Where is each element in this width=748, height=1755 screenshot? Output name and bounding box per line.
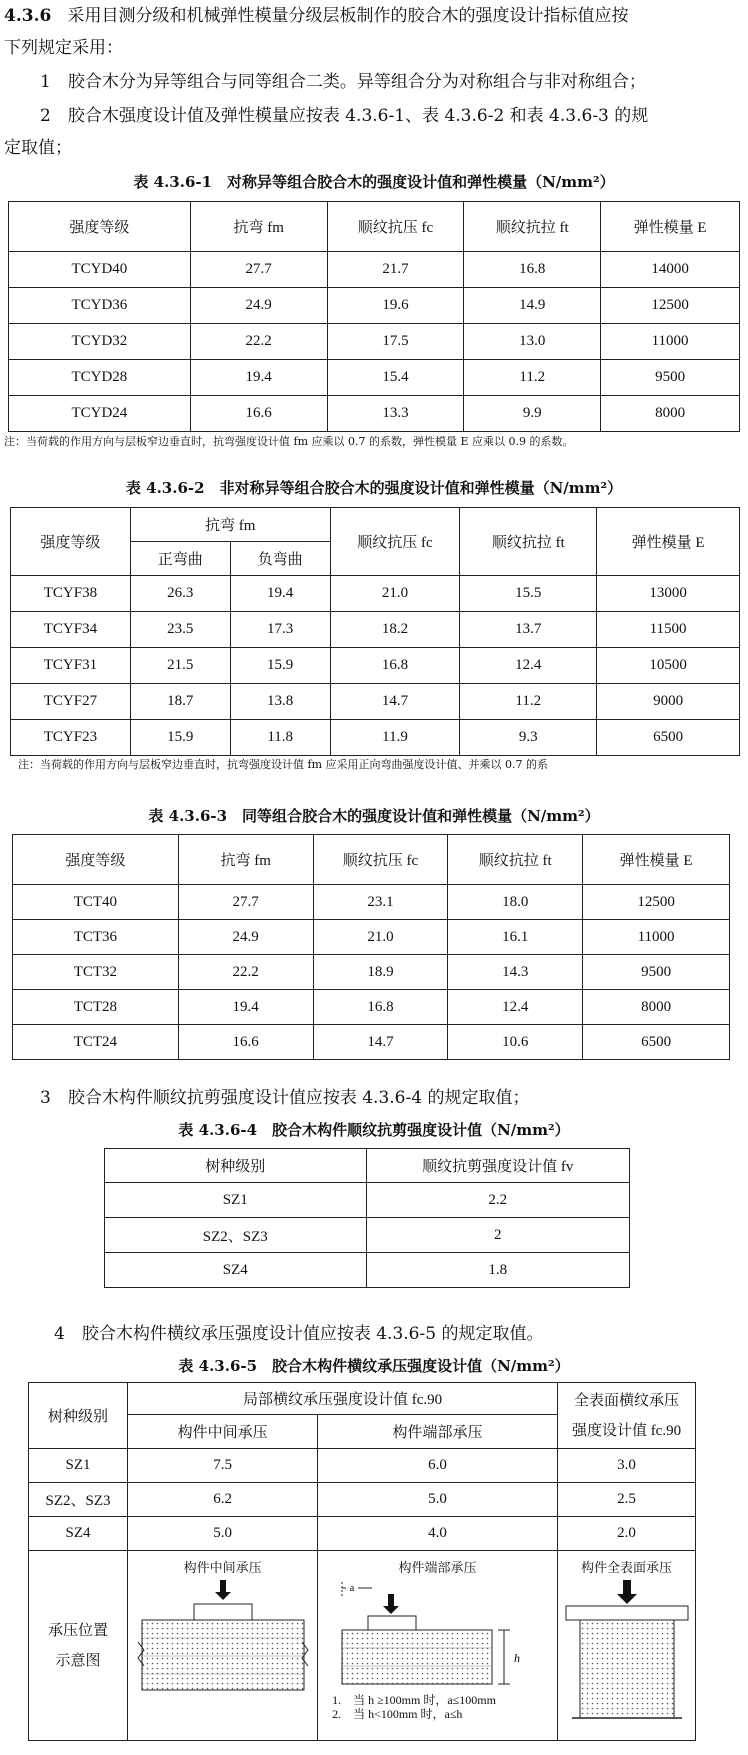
table-cell: SZ1 (29, 1449, 128, 1483)
table4-header: 顺纹抗剪强度设计值 fv (366, 1149, 629, 1183)
table-cell: 21.0 (330, 576, 460, 612)
table-cell: 23.5 (130, 612, 230, 648)
table3-header: 顺纹抗拉 ft (448, 835, 583, 885)
table-cell: 18.9 (313, 955, 448, 990)
table-row (13, 920, 730, 955)
table-cell: 13.0 (464, 324, 601, 360)
table-row (11, 612, 740, 648)
clause-item-3: 3 胶合木构件顺纹抗剪强度设计值应按表 4.3.6-4 的规定取值； (40, 1088, 530, 1108)
table-cell: TCYD28 (9, 360, 191, 396)
diagram-full-bearing (558, 1551, 696, 1741)
table2-header: 负弯曲 (230, 542, 330, 576)
table-cell: 13.7 (460, 612, 597, 648)
diagram-end-note2: 2. 当 h<100mm 时，a≤h (332, 1707, 463, 1721)
middle-bearing-svg (130, 1576, 316, 1726)
table2-header: 弹性模量 E (597, 508, 740, 576)
table-cell: 6.0 (318, 1449, 558, 1483)
bearing-plate (566, 1606, 688, 1620)
table-cell: TCYD36 (9, 288, 191, 324)
table-cell: 27.7 (190, 252, 327, 288)
table-cell: 12500 (583, 885, 730, 920)
clause-item-2-line1: 2 胶合木强度设计值及弹性模量应按表 4.3.6-1、表 4.3.6-2 和表 4.3.6-3 的规 (40, 106, 649, 126)
table-cell: 14.7 (313, 1025, 448, 1060)
table-cell: 15.5 (460, 576, 597, 612)
table-cell: 24.9 (178, 920, 313, 955)
table-cell: 13.8 (230, 684, 330, 720)
table5-header-row (29, 1383, 696, 1415)
table-cell: SZ2、SZ3 (29, 1483, 128, 1517)
table-row (11, 684, 740, 720)
table3-caption: 表 4.3.6-3 同等组合胶合木的强度设计值和弹性模量（N/mm²） (148, 807, 600, 825)
table-cell: SZ1 (105, 1183, 367, 1218)
clause-item-1: 1 胶合木分为异等组合与同等组合二类。异等组合分为对称组合与非对称组合； (40, 72, 646, 92)
table-cell: TCT36 (13, 920, 179, 955)
table-cell: 16.8 (464, 252, 601, 288)
table-cell: TCYD40 (9, 252, 191, 288)
table-cell: 5.0 (318, 1483, 558, 1517)
table-row (29, 1483, 696, 1517)
member-body (580, 1620, 674, 1718)
label-h: h (513, 1651, 520, 1665)
table-cell: 6.2 (128, 1483, 318, 1517)
table-row (11, 576, 740, 612)
table-cell: 6500 (597, 720, 740, 756)
table-cell: 11500 (597, 612, 740, 648)
table-cell: 24.9 (190, 288, 327, 324)
table-cell: TCYF23 (11, 720, 131, 756)
table-cell: 2.5 (558, 1483, 696, 1517)
table-row (13, 1025, 730, 1060)
load-arrow-icon (617, 1580, 637, 1604)
table-row (13, 885, 730, 920)
diagram-full-title: 构件全表面承压 (581, 1560, 673, 1575)
load-arrow-icon (215, 1580, 231, 1600)
table-cell: 26.3 (130, 576, 230, 612)
table5-header: 构件中间承压 (128, 1415, 318, 1449)
table-cell: 12500 (601, 288, 740, 324)
table2-caption: 表 4.3.6-2 非对称异等组合胶合木的强度设计值和弹性模量（N/mm²） (125, 479, 623, 497)
table-cell: 9.9 (464, 396, 601, 432)
table-cell: 21.7 (327, 252, 464, 288)
bearing-plate (194, 1604, 252, 1620)
table5-caption: 表 4.3.6-5 胶合木构件横纹承压强度设计值（N/mm²） (178, 1357, 570, 1375)
table2-header: 顺纹抗拉 ft (460, 508, 597, 576)
table5-header (558, 1383, 696, 1449)
table1-header: 顺纹抗拉 ft (464, 202, 601, 252)
table1-header: 强度等级 (9, 202, 191, 252)
table-cell: 8000 (601, 396, 740, 432)
table1-header: 抗弯 fm (190, 202, 327, 252)
table-cell: 19.4 (190, 360, 327, 396)
table4-header-row (105, 1149, 630, 1183)
table-cell: 11.9 (330, 720, 460, 756)
table2-header: 强度等级 (11, 508, 131, 576)
table-cell: 11.2 (464, 360, 601, 396)
diagram-end-title: 构件端部承压 (398, 1560, 477, 1575)
table-cell: 21.0 (313, 920, 448, 955)
table-row (105, 1253, 630, 1288)
table-cell: 14.7 (330, 684, 460, 720)
table-cell: 18.0 (448, 885, 583, 920)
table-cell: TCYD24 (9, 396, 191, 432)
table-cell: 17.5 (327, 324, 464, 360)
table2-header: 抗弯 fm (130, 508, 330, 542)
table-cell: 11.2 (460, 684, 597, 720)
clause-item-2-line2: 定取值； (4, 138, 72, 158)
label-a: a (349, 1583, 354, 1594)
table-cell: TCYF31 (11, 648, 131, 684)
table2 (10, 507, 740, 756)
table-cell: 7.5 (128, 1449, 318, 1483)
table-cell: 16.8 (313, 990, 448, 1025)
diagram-middle-bearing (128, 1551, 318, 1741)
table2-note: 注：当荷载的作用方向与层板窄边垂直时，抗弯强度设计值 fm 应采用正向弯曲强度设计值、并乘以 0.7 的系 (18, 758, 548, 771)
table-cell: 16.6 (190, 396, 327, 432)
table-cell: TCYF38 (11, 576, 131, 612)
table-row (9, 252, 740, 288)
clause-number: 4.3.6 (4, 6, 52, 26)
table-cell: 11.8 (230, 720, 330, 756)
table-cell: 19.6 (327, 288, 464, 324)
table-cell: 2.2 (366, 1183, 629, 1218)
table-cell: 9500 (583, 955, 730, 990)
table-cell: 22.2 (190, 324, 327, 360)
table5 (28, 1382, 696, 1741)
table-cell: 18.2 (330, 612, 460, 648)
table2-header-row (11, 508, 740, 542)
table-cell: 6500 (583, 1025, 730, 1060)
table-cell: SZ2、SZ3 (105, 1218, 367, 1253)
table-row (105, 1218, 630, 1253)
table-cell: 13.3 (327, 396, 464, 432)
table2-header: 正弯曲 (130, 542, 230, 576)
table1-header: 顺纹抗压 fc (327, 202, 464, 252)
table-row (9, 288, 740, 324)
table-cell: TCYD32 (9, 324, 191, 360)
bearing-plate (368, 1616, 416, 1630)
table4-caption: 表 4.3.6-4 胶合木构件顺纹抗剪强度设计值（N/mm²） (178, 1121, 570, 1139)
table-cell: TCT28 (13, 990, 179, 1025)
table-cell: 15.4 (327, 360, 464, 396)
member-body (142, 1620, 304, 1690)
table-row (9, 396, 740, 432)
table-cell: 15.9 (230, 648, 330, 684)
table1-header: 弹性模量 E (601, 202, 740, 252)
diagram-end-note1: 1. 当 h ≥100mm 时，a≤100mm (332, 1693, 496, 1707)
table4 (104, 1148, 630, 1288)
table5-header: 全表面横纹承压 (574, 1392, 680, 1409)
table-cell: 19.4 (230, 576, 330, 612)
clause-item-4: 4 胶合木构件横纹承压强度设计值应按表 4.3.6-5 的规定取值。 (54, 1324, 544, 1344)
table-cell: 15.9 (130, 720, 230, 756)
diagram-end-bearing (318, 1551, 558, 1741)
table-cell: 10.6 (448, 1025, 583, 1060)
table-cell: 23.1 (313, 885, 448, 920)
table4-header: 树种级别 (105, 1149, 367, 1183)
table-cell: 8000 (583, 990, 730, 1025)
table-row (13, 990, 730, 1025)
table-cell: TCT32 (13, 955, 179, 990)
table3-header: 顺纹抗压 fc (313, 835, 448, 885)
table-cell: 14.3 (448, 955, 583, 990)
table-cell: 21.5 (130, 648, 230, 684)
table-cell: 16.1 (448, 920, 583, 955)
table-cell: 27.7 (178, 885, 313, 920)
table-cell: 17.3 (230, 612, 330, 648)
table3-header: 抗弯 fm (178, 835, 313, 885)
table-cell: 9500 (601, 360, 740, 396)
table-cell: 3.0 (558, 1449, 696, 1483)
table-cell: 2.0 (558, 1517, 696, 1551)
table-cell: 19.4 (178, 990, 313, 1025)
table5-header: 构件端部承压 (318, 1415, 558, 1449)
table-cell: TCT40 (13, 885, 179, 920)
table-cell: TCYF34 (11, 612, 131, 648)
member-body (342, 1630, 492, 1684)
table5-diagram-row (29, 1551, 696, 1741)
clause-intro-line1 (4, 4, 629, 28)
table-cell: 18.7 (130, 684, 230, 720)
table1-note: 注：当荷载的作用方向与层板窄边垂直时，抗弯强度设计值 fm 应乘以 0.7 的系数，弹性模量 E 应乘以 0.9 的系数。 (4, 435, 574, 448)
table-cell: 2 (366, 1218, 629, 1253)
table1-header-row (9, 202, 740, 252)
table1-caption: 表 4.3.6-1 对称异等组合胶合木的强度设计值和弹性模量（N/mm²） (133, 173, 615, 191)
table-row (9, 324, 740, 360)
table-row (11, 648, 740, 684)
load-arrow-icon (383, 1594, 399, 1614)
table-cell: 12.4 (448, 990, 583, 1025)
table2-header: 顺纹抗压 fc (330, 508, 460, 576)
table-cell: 22.2 (178, 955, 313, 990)
diagram-row-label-line1: 承压位置 (48, 1622, 109, 1639)
table-cell: 14.9 (464, 288, 601, 324)
table-cell: 14000 (601, 252, 740, 288)
table-cell: 10500 (597, 648, 740, 684)
table-cell: 11000 (601, 324, 740, 360)
table3-header-row (13, 835, 730, 885)
table-cell: 1.8 (366, 1253, 629, 1288)
table-cell: 5.0 (128, 1517, 318, 1551)
table-cell: SZ4 (105, 1253, 367, 1288)
table3 (12, 834, 730, 1060)
diagram-middle-title: 构件中间承压 (183, 1560, 262, 1575)
table-cell: 9000 (597, 684, 740, 720)
table5-header: 强度设计值 fc.90 (571, 1422, 682, 1439)
table-row (29, 1517, 696, 1551)
table1 (8, 201, 740, 432)
table5-header: 树种级别 (29, 1383, 128, 1449)
table3-header: 弹性模量 E (583, 835, 730, 885)
clause-intro-text: 采用目测分级和机械弹性模量分级层板制作的胶合木的强度设计指标值应按 (67, 6, 629, 26)
table-cell: 16.6 (178, 1025, 313, 1060)
table-row (105, 1183, 630, 1218)
table-cell: 11000 (583, 920, 730, 955)
table-cell: 9.3 (460, 720, 597, 756)
table-cell: 16.8 (330, 648, 460, 684)
table-cell: TCYF27 (11, 684, 131, 720)
full-bearing-svg (560, 1576, 694, 1726)
diagram-row-label-line2: 示意图 (55, 1652, 101, 1669)
table-cell: TCT24 (13, 1025, 179, 1060)
table-cell: 4.0 (318, 1517, 558, 1551)
end-bearing-svg (320, 1576, 556, 1688)
table-cell: SZ4 (29, 1517, 128, 1551)
table5-header: 局部横纹承压强度设计值 fc.90 (128, 1383, 558, 1415)
clause-intro-line2: 下列规定采用： (4, 38, 123, 58)
table3-header: 强度等级 (13, 835, 179, 885)
table-row (9, 360, 740, 396)
table-cell: 13000 (597, 576, 740, 612)
table-row (11, 720, 740, 756)
table-row (29, 1449, 696, 1483)
table-row (13, 955, 730, 990)
diagram-row-label (29, 1551, 128, 1741)
table-cell: 12.4 (460, 648, 597, 684)
